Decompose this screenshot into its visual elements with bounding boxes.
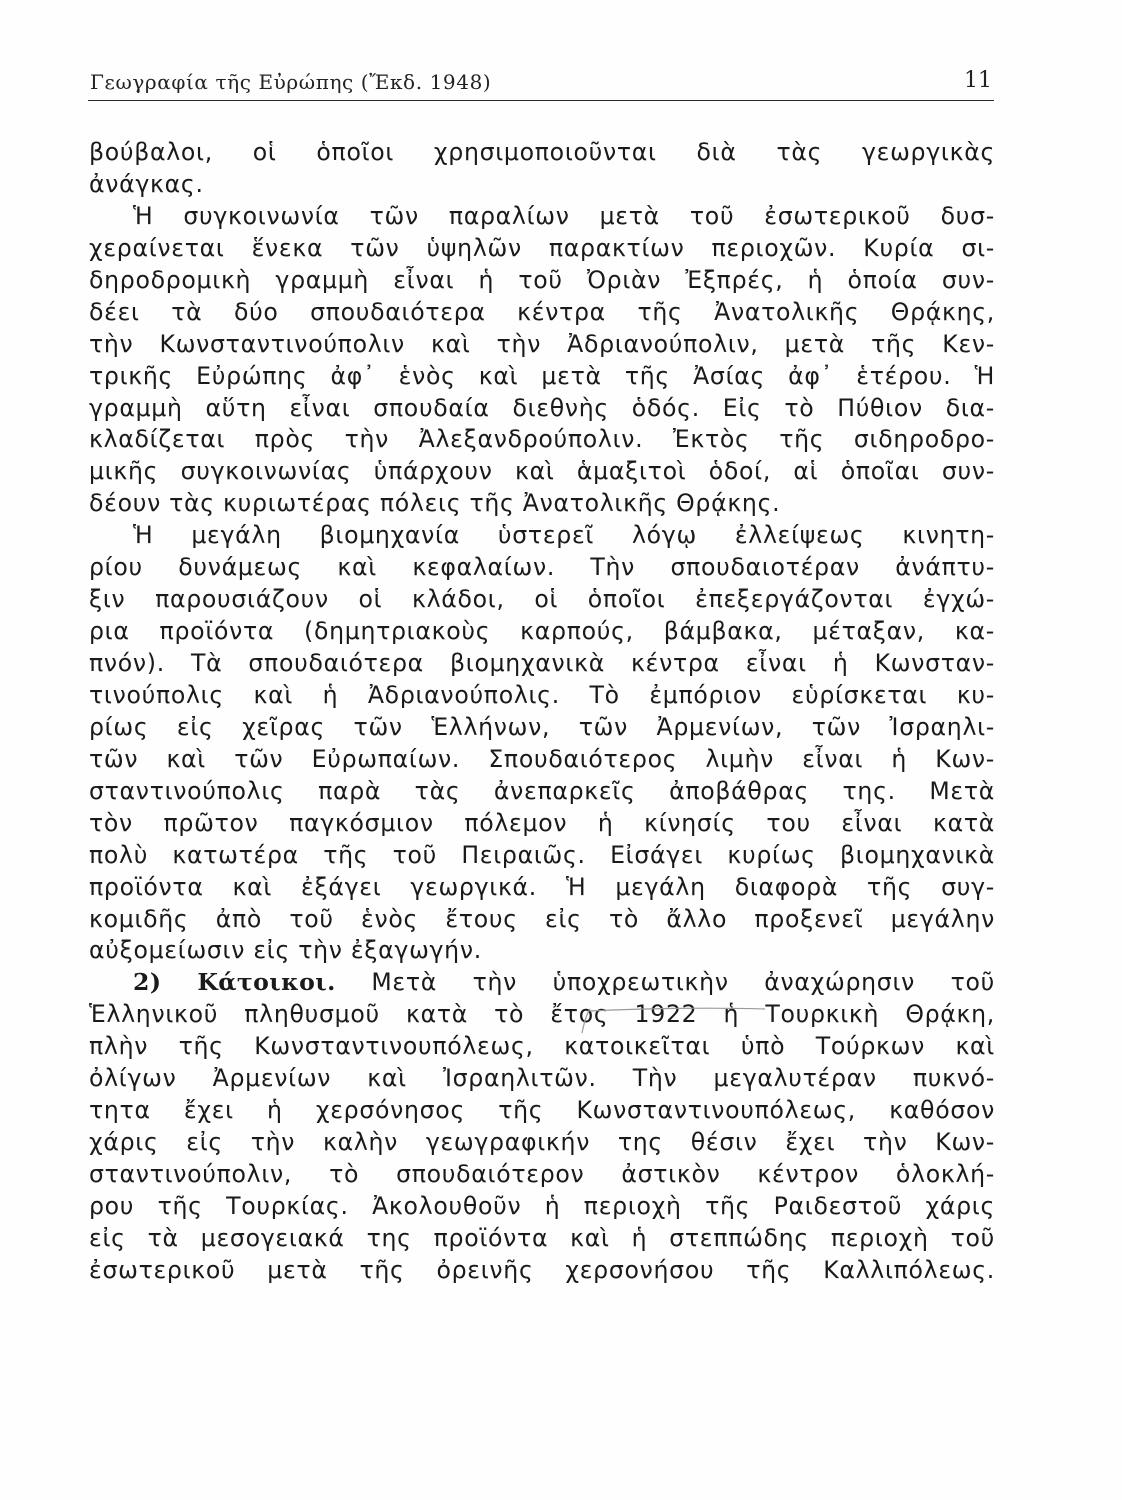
- text-line: τὸν πρῶτον παγκόσμιον πόλεμον ἡ κίνησίς του εἶναι κατὰ: [89, 808, 995, 837]
- text-line: ἀνάγκας.: [89, 169, 204, 198]
- text-line: ρίου δυνάμεως καὶ κεφαλαίων. Τὴν σπουδαιοτέραν ἀνάπτυ-: [89, 553, 995, 582]
- text-line: εἰς τὰ μεσογειακά της προϊόντα καὶ ἡ στεππώδης περιοχὴ τοῦ: [89, 1223, 995, 1252]
- body-text: [89, 137, 995, 1287]
- text-line: μικῆς συγκοινωνίας ὑπάρχουν καὶ ἁμαξιτοὶ ὁδοί, αἱ ὁποῖαι συν-: [89, 457, 995, 486]
- text-line: πολὺ κατωτέρα τῆς τοῦ Πειραιῶς. Εἰσάγει κυρίως βιομηχανικὰ: [89, 840, 995, 869]
- text-line: σταντινούπολις παρὰ τὰς ἀνεπαρκεῖς ἀποβάθρας της. Μετὰ: [89, 776, 995, 805]
- text-line: ρια προϊόντα (δημητριακοὺς καρπούς, βάμβακα, μέταξαν, κα-: [89, 617, 995, 646]
- text-line: ὀλίγων Ἀρμενίων καὶ Ἰσραηλιτῶν. Τὴν μεγαλυτέραν πυκνό-: [89, 1064, 995, 1093]
- text-line: πνόν). Τὰ σπουδαιότερα βιομηχανικὰ κέντρα εἶναι ἡ Κωνσταν-: [89, 649, 995, 677]
- text-line: τρικῆς Εὐρώπης ἀφ᾽ ἑνὸς καὶ μετὰ τῆς Ἀσίας ἀφ᾽ ἑτέρου. Ἡ: [89, 361, 995, 390]
- section-first-line: [89, 967, 995, 999]
- running-header-title: Γεωγραφία τῆς Εὐρώπης (Ἔκδ. 1948): [90, 70, 492, 94]
- text-line: αὐξομείωσιν εἰς τὴν ἐξαγωγήν.: [89, 936, 482, 965]
- text-line: τινούπολις καὶ ἡ Ἀδριανούπολις. Τὸ ἐμπόριον εὑρίσκεται κυ-: [89, 680, 995, 709]
- text-line: Ἡ μεγάλη βιομηχανία ὑστερεῖ λόγῳ ἐλλείψεως κινητη-: [133, 521, 995, 550]
- running-header: [88, 68, 994, 101]
- text-line: δέει τὰ δύο σπουδαιότερα κέντρα τῆς Ἀνατολικῆς Θρᾴκης,: [89, 297, 995, 326]
- section-heading: 2) Κάτοικοι.: [133, 968, 336, 997]
- text-line: ἐσωτερικοῦ μετὰ τῆς ὀρεινῆς χερσονήσου τῆς Καλλιπόλεως.: [89, 1255, 995, 1284]
- text-line: ξιν παρουσιάζουν οἱ κλάδοι, οἱ ὁποῖοι ἐπεξεργάζονται ἐγχώ-: [89, 585, 995, 614]
- page-number: 11: [964, 68, 992, 93]
- text-line: κομιδῆς ἀπὸ τοῦ ἑνὸς ἔτους εἰς τὸ ἄλλο προξενεῖ μεγάλην: [89, 904, 995, 933]
- text-line: ρου τῆς Τουρκίας. Ἀκολουθοῦν ἡ περιοχὴ τῆς Ραιδεστοῦ χάρις: [89, 1191, 995, 1220]
- text-line: χάρις εἰς τὴν καλὴν γεωγραφικήν της θέσιν ἔχει τὴν Κων-: [89, 1128, 995, 1157]
- text-line: ρίως εἰς χεῖρας τῶν Ἑλλήνων, τῶν Ἀρμενίων, τῶν Ἰσραηλι-: [89, 712, 995, 741]
- text-line: τῶν καὶ τῶν Εὐρωπαίων. Σπουδαιότερος λιμὴν εἶναι ἡ Κων-: [89, 744, 995, 773]
- text-line: δέουν τὰς κυριωτέρας πόλεις τῆς Ἀνατολικῆς Θρᾴκης.: [89, 489, 781, 518]
- text-line: Ἑλληνικοῦ πληθυσμοῦ κατὰ τὸ ἔτος 1922 ἡ Τουρκικὴ Θρᾴκη,: [89, 1000, 995, 1029]
- text-line: κλαδίζεται πρὸς τὴν Ἀλεξανδρούπολιν. Ἐκτὸς τῆς σιδηροδρο-: [89, 425, 995, 454]
- text-line: σταντινούπολιν, τὸ σπουδαιότερον ἀστικὸν κέντρον ὁλοκλή-: [89, 1160, 995, 1188]
- text-line: χεραίνεται ἕνεκα τῶν ὑψηλῶν παρακτίων περιοχῶν. Κυρία σι-: [89, 233, 995, 262]
- text-line: προϊόντα καὶ ἐξάγει γεωργικά. Ἡ μεγάλη διαφορὰ τῆς συγ-: [89, 872, 995, 901]
- text-line: πλὴν τῆς Κωνσταντινουπόλεως, κατοικεῖται ὑπὸ Τούρκων καὶ: [89, 1032, 995, 1061]
- text-line: Ἡ συγκοινωνία τῶν παραλίων μετὰ τοῦ ἐσωτερικοῦ δυσ-: [133, 201, 995, 230]
- text-line: γραμμὴ αὕτη εἶναι σπουδαία διεθνὴς ὁδός. Εἰς τὸ Πύθιον δια-: [89, 393, 995, 422]
- text-line: δηροδρομικὴ γραμμὴ εἶναι ἡ τοῦ Ὀριὰν Ἐξπρές, ἡ ὁποία συν-: [89, 265, 995, 294]
- text-line: τητα ἔχει ἡ χερσόνησος τῆς Κωνσταντινουπόλεως, καθόσον: [89, 1096, 995, 1125]
- text-line: τὴν Κωνσταντινούπολιν καὶ τὴν Ἀδριανούπολιν, μετὰ τῆς Κεν-: [89, 329, 995, 358]
- text-line: βούβαλοι, οἱ ὁποῖοι χρησιμοποιοῦνται διὰ τὰς γεωργικὰς: [89, 138, 995, 166]
- section-first-line-text: Μετὰ τὴν ὑποχρεωτικὴν ἀναχώρησιν τοῦ: [371, 968, 995, 997]
